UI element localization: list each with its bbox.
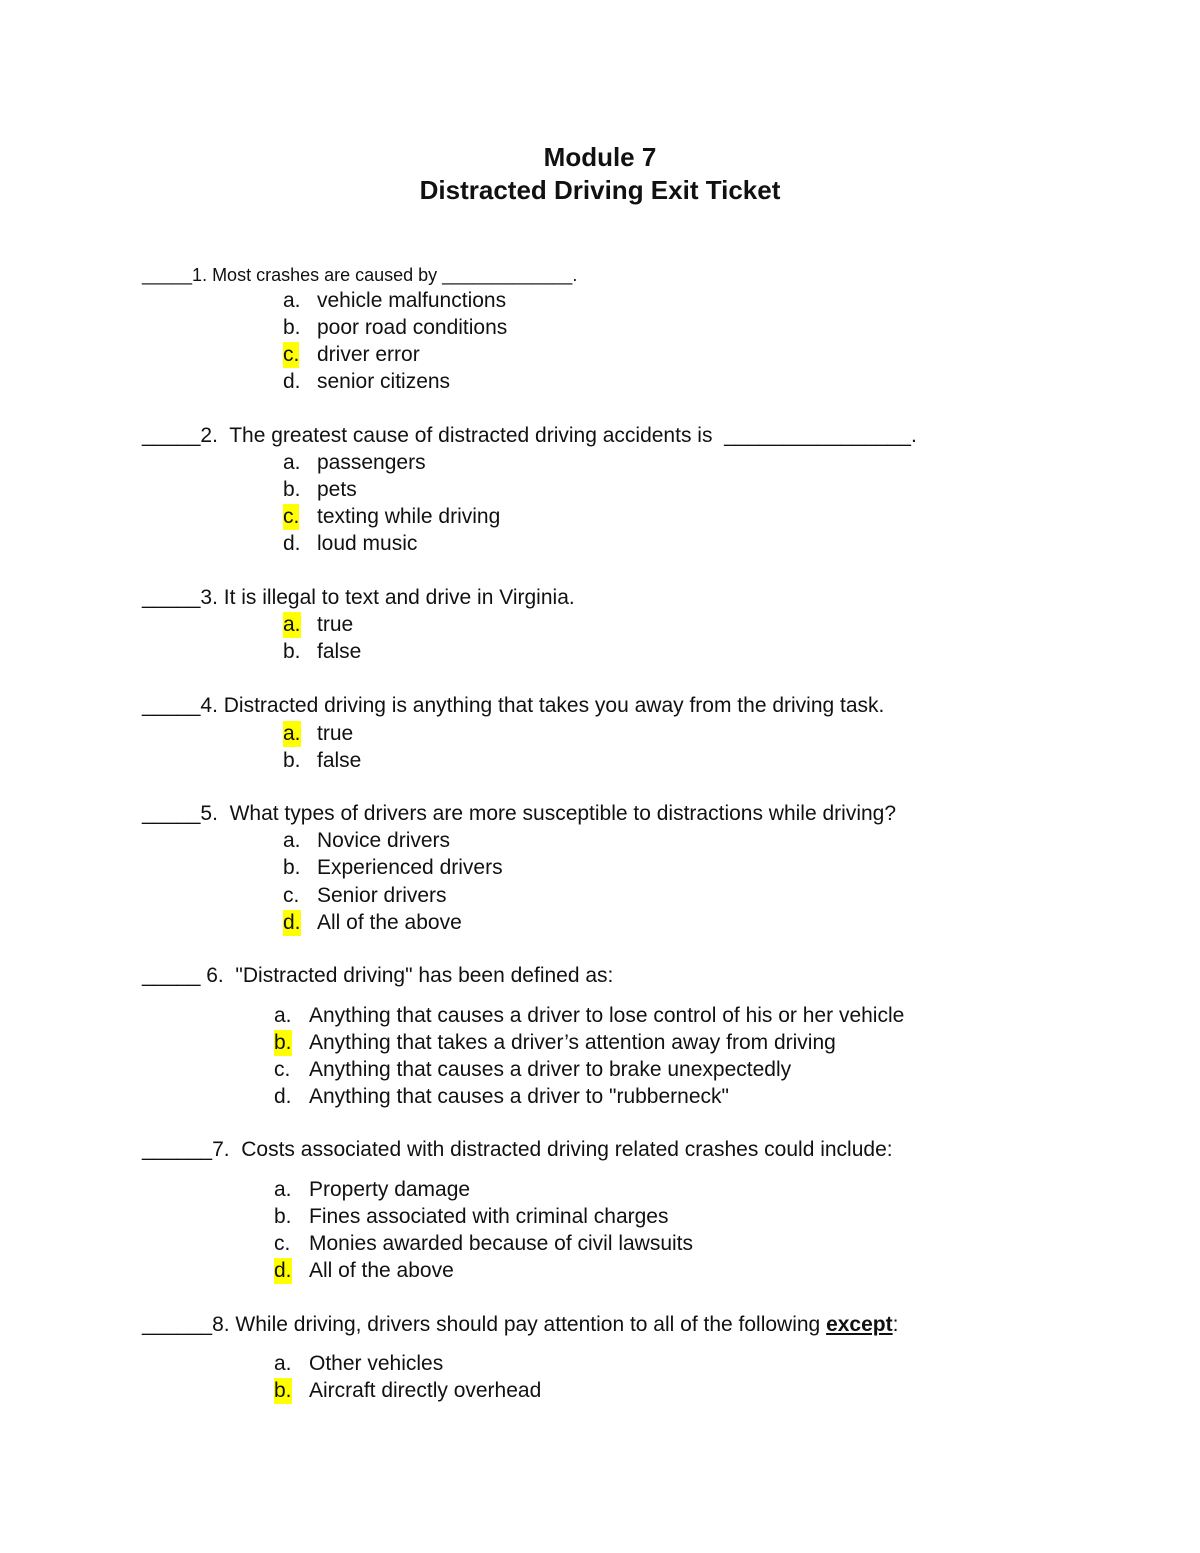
option-text: Anything that causes a driver to "rubberneck" — [309, 1085, 729, 1108]
option-text: vehicle malfunctions — [317, 289, 507, 312]
option-text: driver error — [317, 343, 420, 366]
question-4-prompt: _____4. Distracted driving is anything that takes you away from the driving task. — [142, 694, 885, 717]
option-text: Other vehicles — [309, 1352, 444, 1375]
option-text: passengers — [317, 451, 426, 474]
option-text: pets — [317, 478, 357, 501]
option-text: false — [317, 640, 362, 663]
option-letter: d. — [274, 1259, 292, 1282]
option-letter: c. — [274, 1058, 291, 1081]
option-text: true — [317, 613, 354, 636]
option-text: true — [317, 722, 354, 745]
question-8-prompt-text: ______8. While driving, drivers should pay attention to all of the following — [142, 1313, 827, 1336]
option-letter: b. — [274, 1205, 292, 1228]
option-text: Senior drivers — [317, 884, 447, 907]
ticket-title: Distracted Driving Exit Ticket — [419, 175, 781, 205]
option-text: false — [317, 749, 362, 772]
option-letter: a. — [283, 289, 301, 312]
option-text: Fines associated with criminal charges — [309, 1205, 669, 1228]
question-3-prompt: _____3. It is illegal to text and drive in Virginia. — [142, 586, 575, 609]
option-letter: b. — [274, 1379, 292, 1402]
option-letter: c. — [283, 884, 300, 907]
option-text: Property damage — [309, 1178, 471, 1201]
option-text: Experienced drivers — [317, 856, 503, 879]
question-7-prompt: ______7. Costs associated with distracted driving related crashes could include: — [142, 1138, 893, 1161]
option-text: Monies awarded because of civil lawsuits — [309, 1232, 694, 1255]
question-5-prompt: _____5. What types of drivers are more susceptible to distractions while driving? — [142, 802, 897, 825]
option-letter: c. — [274, 1232, 291, 1255]
option-letter: a. — [283, 829, 301, 852]
option-letter: a. — [274, 1178, 292, 1201]
option-text: senior citizens — [317, 370, 451, 393]
option-text: texting while driving — [317, 505, 501, 528]
option-letter: a. — [274, 1352, 292, 1375]
option-text: poor road conditions — [317, 316, 508, 339]
option-letter: a. — [283, 613, 301, 636]
option-letter: d. — [274, 1085, 292, 1108]
option-text: Anything that causes a driver to lose control of his or her vehicle — [309, 1004, 905, 1027]
option-letter: a. — [283, 451, 301, 474]
option-letter: d. — [283, 532, 301, 555]
option-text: Novice drivers — [317, 829, 451, 852]
question-6-prompt: _____ 6. "Distracted driving" has been defined as: — [142, 964, 614, 987]
option-letter: c. — [283, 343, 300, 366]
option-letter: d. — [283, 911, 301, 934]
option-letter: d. — [283, 370, 301, 393]
question-2-prompt: _____2. The greatest cause of distracted driving accidents is ________________. — [142, 424, 917, 447]
option-text: loud music — [317, 532, 418, 555]
question-1-prompt: _____1. Most crashes are caused by _____________. — [142, 265, 578, 285]
option-letter: b. — [283, 316, 301, 339]
option-letter: b. — [283, 478, 301, 501]
option-letter: b. — [283, 749, 301, 772]
question-8-prompt-end: : — [892, 1313, 899, 1336]
option-text: Aircraft directly overhead — [309, 1379, 542, 1402]
question-8-prompt — [142, 1312, 898, 1338]
question-8-emphasis: except — [826, 1313, 893, 1336]
option-letter: a. — [274, 1004, 292, 1027]
option-text: All of the above — [317, 911, 462, 934]
option-letter: a. — [283, 722, 301, 745]
option-text: Anything that causes a driver to brake unexpectedly — [309, 1058, 792, 1081]
option-letter: b. — [283, 640, 301, 663]
option-text: All of the above — [309, 1259, 454, 1282]
option-letter: b. — [283, 856, 301, 879]
module-title: Module 7 — [543, 142, 657, 172]
option-text: Anything that takes a driver’s attention away from driving — [309, 1031, 836, 1054]
option-letter: c. — [283, 505, 300, 528]
option-letter: b. — [274, 1031, 292, 1054]
